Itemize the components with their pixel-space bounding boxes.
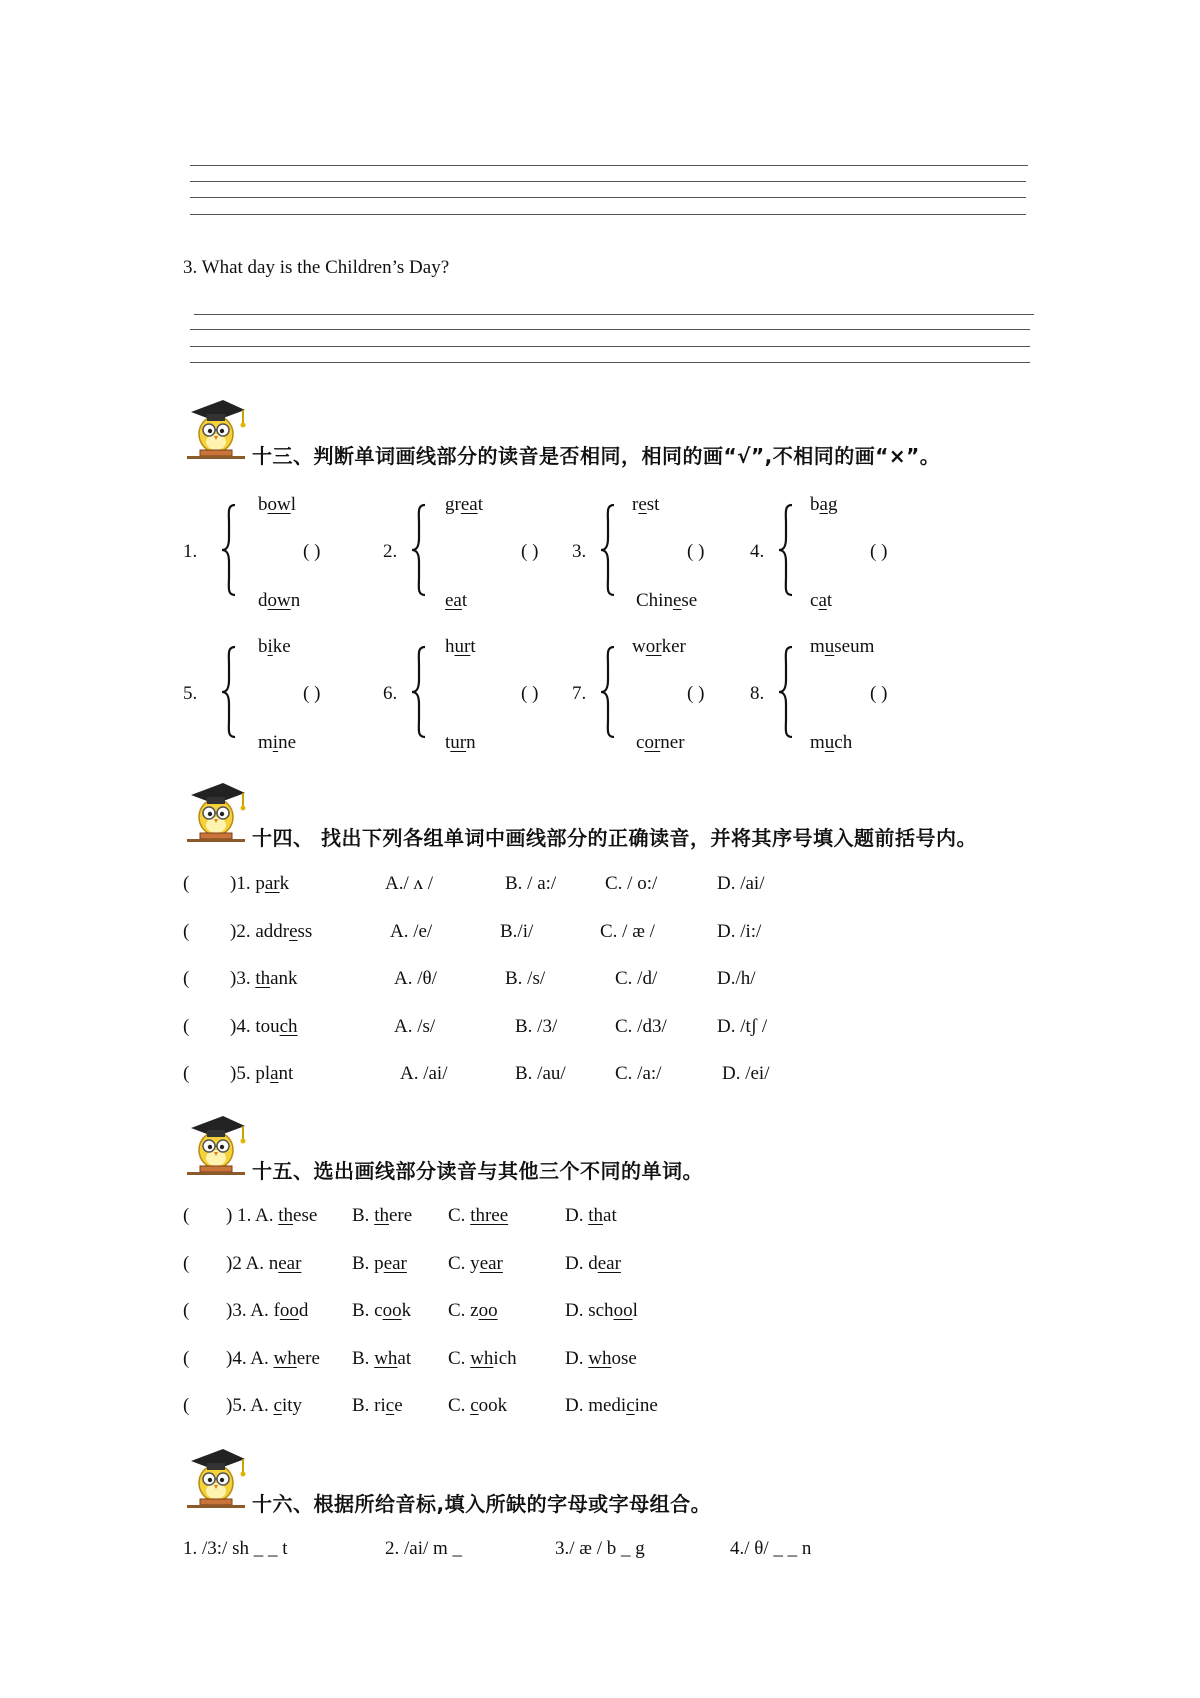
word-part: w bbox=[632, 636, 646, 657]
underlined-letters: ar bbox=[264, 873, 280, 894]
option-d bbox=[565, 1252, 621, 1276]
answer-parentheses: ( ) bbox=[521, 683, 539, 704]
top-word bbox=[258, 635, 291, 659]
underlined-letters: th bbox=[374, 1205, 389, 1226]
word-part: ner bbox=[660, 732, 685, 753]
section-13-title: 十三、判断单词画线部分的读音是否相同，相同的画“√”,不相同的画“×”。 bbox=[252, 444, 941, 468]
owl-scholar-icon bbox=[183, 1443, 249, 1509]
word-part: ch bbox=[834, 732, 853, 753]
underlined-letters: c bbox=[385, 1395, 395, 1416]
word-part: ine bbox=[634, 1395, 658, 1416]
underlined-letters: ea bbox=[460, 494, 478, 515]
answer-parentheses: ( ) bbox=[303, 541, 321, 562]
word-part: n bbox=[290, 590, 301, 611]
top-word bbox=[810, 635, 874, 659]
bottom-word bbox=[636, 589, 697, 613]
option-c bbox=[448, 1394, 507, 1418]
underlined-letters: a bbox=[819, 494, 828, 515]
word-part: ere bbox=[296, 1347, 320, 1369]
underlined-letters: a bbox=[270, 1063, 279, 1084]
word-part: )3. A. f bbox=[226, 1300, 280, 1321]
option-b bbox=[352, 1204, 412, 1228]
underlined-letters: th bbox=[255, 968, 271, 989]
question-3-text: 3. What day is the Children’s Day? bbox=[183, 257, 450, 278]
underlined-letters: oo bbox=[279, 1300, 299, 1321]
section-14-title: 十四、 找出下列各组单词中画线部分的正确读音，并将其序号填入题前括号内。 bbox=[252, 826, 977, 850]
word-part: ke bbox=[272, 636, 291, 657]
word-part: d bbox=[258, 590, 268, 611]
underlined-letters: ear bbox=[479, 1252, 503, 1274]
curly-brace-icon bbox=[219, 503, 239, 597]
word-part: )4. tou bbox=[230, 1015, 280, 1037]
underlined-letters: ur bbox=[454, 636, 471, 657]
underlined-letters: th bbox=[588, 1205, 604, 1226]
word-part: ose bbox=[611, 1347, 637, 1369]
bottom-word bbox=[258, 589, 300, 613]
fill-in-item: 3./ æ / b _ g bbox=[555, 1538, 645, 1559]
word-part: Chin bbox=[636, 590, 673, 611]
word-part: D. bbox=[565, 1347, 589, 1369]
underlined-letters: oo bbox=[478, 1300, 498, 1321]
word-part: C. z bbox=[448, 1300, 479, 1321]
word-part: n bbox=[466, 732, 476, 753]
top-word bbox=[810, 493, 837, 517]
answer-paren-open: ( bbox=[183, 1300, 190, 1321]
option-c: C. / o:/ bbox=[605, 873, 658, 894]
word-part: ne bbox=[278, 732, 296, 753]
word-part: ese bbox=[293, 1205, 318, 1226]
underlined-letters: i bbox=[272, 732, 279, 753]
answer-paren-open: ( bbox=[183, 968, 190, 989]
word-part: b bbox=[258, 636, 268, 657]
underlined-letters: wh bbox=[273, 1347, 297, 1369]
option-b: B. /au/ bbox=[515, 1063, 566, 1084]
answer-paren-open: ( bbox=[183, 1063, 190, 1084]
option-a bbox=[226, 1204, 317, 1228]
word-part: ere bbox=[388, 1205, 413, 1226]
curly-brace-icon bbox=[598, 645, 618, 739]
fill-in-item: 4./ θ/ _ _ n bbox=[730, 1538, 812, 1559]
option-a: A. /ai/ bbox=[400, 1063, 448, 1084]
option-c bbox=[448, 1252, 503, 1276]
word-part: se bbox=[681, 590, 698, 611]
word-part: t bbox=[826, 590, 833, 611]
answer-parentheses: ( ) bbox=[521, 541, 539, 562]
underlined-letters: e bbox=[672, 590, 682, 611]
word-part: ker bbox=[661, 636, 686, 657]
option-c: C. /d/ bbox=[615, 968, 658, 989]
word-part: C. bbox=[448, 1205, 471, 1226]
word-part: b bbox=[810, 494, 820, 515]
option-c: C. / æ / bbox=[600, 920, 655, 942]
word-part: t bbox=[461, 590, 468, 611]
item-number: 1. bbox=[183, 541, 198, 562]
underlined-letters: e bbox=[638, 494, 647, 515]
word-part: g bbox=[827, 494, 838, 515]
option-b bbox=[352, 1252, 407, 1276]
top-word bbox=[445, 493, 483, 517]
option-a: A. /θ/ bbox=[394, 968, 437, 989]
bottom-word bbox=[810, 589, 832, 613]
underlined-letters: ow bbox=[267, 590, 291, 611]
underlined-letters: ear bbox=[278, 1252, 302, 1274]
underlined-letters: or bbox=[644, 732, 661, 753]
top-word bbox=[632, 635, 686, 659]
word-part: B. p bbox=[352, 1252, 384, 1274]
underlined-letters: three bbox=[470, 1205, 509, 1226]
option-b: B./i/ bbox=[500, 920, 534, 942]
answer-paren-open: ( bbox=[183, 1252, 190, 1274]
top-word bbox=[632, 493, 659, 517]
option-a bbox=[226, 1347, 320, 1371]
option-b bbox=[352, 1299, 411, 1323]
answer-parentheses: ( ) bbox=[687, 541, 705, 562]
underlined-letters: or bbox=[645, 636, 662, 657]
word-part: ank bbox=[270, 968, 298, 989]
question-word bbox=[230, 967, 298, 991]
underlined-letters: wh bbox=[470, 1347, 494, 1369]
underlined-letters: th bbox=[278, 1205, 294, 1226]
word-part: )5. A. bbox=[226, 1395, 274, 1416]
option-d bbox=[565, 1347, 637, 1371]
option-a: A./ ʌ / bbox=[385, 873, 434, 894]
word-part: t bbox=[477, 494, 483, 515]
underlined-letters: c bbox=[470, 1395, 479, 1416]
section-16-title: 十六、根据所给音标,填入所缺的字母或字母组合。 bbox=[252, 1492, 712, 1516]
underlined-letters: ur bbox=[450, 732, 467, 753]
word-part: b bbox=[258, 494, 268, 515]
option-d: D. /tʃ / bbox=[717, 1015, 768, 1037]
underlined-letters: i bbox=[267, 636, 273, 657]
bottom-word bbox=[445, 589, 467, 613]
word-part: m bbox=[810, 636, 825, 657]
word-part: h bbox=[445, 636, 455, 657]
curly-brace-icon bbox=[409, 503, 429, 597]
owl-scholar-icon bbox=[183, 1110, 249, 1176]
word-part: )4. A. bbox=[226, 1347, 274, 1369]
curly-brace-icon bbox=[598, 503, 618, 597]
top-word bbox=[445, 635, 476, 659]
answer-paren-open: ( bbox=[183, 920, 190, 942]
word-part: ich bbox=[493, 1347, 517, 1369]
curly-brace-icon bbox=[219, 645, 239, 739]
option-c: C. /d3/ bbox=[615, 1015, 667, 1037]
word-part: r bbox=[632, 494, 639, 515]
item-number: 8. bbox=[750, 683, 765, 704]
word-part: ity bbox=[281, 1395, 302, 1416]
option-b: B. / a:/ bbox=[505, 873, 557, 894]
curly-brace-icon bbox=[776, 503, 796, 597]
underlined-letters: a bbox=[818, 590, 827, 611]
option-b: B. /s/ bbox=[505, 968, 546, 989]
word-part: l bbox=[290, 494, 297, 515]
underlined-letters: c bbox=[273, 1395, 282, 1416]
fill-in-item: 2. /ai/ m _ bbox=[385, 1538, 463, 1559]
word-part: k bbox=[401, 1300, 412, 1321]
answer-parentheses: ( ) bbox=[870, 683, 888, 704]
word-part: at bbox=[397, 1347, 412, 1369]
word-part: D. medi bbox=[565, 1395, 627, 1416]
owl-scholar-icon bbox=[183, 777, 249, 843]
underlined-letters: u bbox=[824, 732, 835, 753]
word-part: t bbox=[470, 636, 476, 657]
word-part: D. d bbox=[565, 1252, 598, 1274]
word-part: c bbox=[810, 590, 819, 611]
option-d: D. /ei/ bbox=[722, 1063, 770, 1084]
word-part: C. bbox=[448, 1347, 471, 1369]
underlined-letters: wh bbox=[374, 1347, 398, 1369]
bottom-word bbox=[810, 731, 852, 755]
answer-paren-open: ( bbox=[183, 1395, 190, 1416]
option-c bbox=[448, 1204, 508, 1228]
word-part: )3. bbox=[230, 968, 256, 989]
owl-scholar-icon bbox=[183, 394, 249, 460]
section-15-title: 十五、选出画线部分读音与其他三个不同的单词。 bbox=[252, 1159, 703, 1183]
word-part: C. y bbox=[448, 1252, 480, 1274]
fill-in-item: 1. /3:/ sh _ _ t bbox=[183, 1538, 288, 1559]
underlined-letters: oo bbox=[613, 1300, 633, 1321]
word-part: ) 1. A. bbox=[226, 1205, 279, 1226]
option-a: A. /e/ bbox=[390, 920, 433, 942]
underlined-letters: ch bbox=[279, 1015, 298, 1037]
question-word bbox=[230, 1015, 298, 1039]
option-a bbox=[226, 1394, 302, 1418]
answer-parentheses: ( ) bbox=[870, 541, 888, 562]
question-word bbox=[230, 872, 289, 896]
word-part: m bbox=[258, 732, 273, 753]
word-part: ook bbox=[478, 1395, 508, 1416]
word-part: k bbox=[279, 873, 290, 894]
answer-parentheses: ( ) bbox=[303, 683, 321, 704]
question-word bbox=[230, 1062, 293, 1086]
word-part: e bbox=[394, 1395, 403, 1416]
underlined-letters: oo bbox=[382, 1300, 402, 1321]
underlined-letters: wh bbox=[588, 1347, 612, 1369]
option-b: B. /3/ bbox=[515, 1015, 558, 1037]
option-d bbox=[565, 1394, 658, 1418]
underlined-letters: ea bbox=[445, 590, 462, 611]
answer-paren-open: ( bbox=[183, 1015, 190, 1037]
option-d: D. /ai/ bbox=[717, 873, 765, 894]
word-part: l bbox=[632, 1300, 638, 1321]
word-part: D. bbox=[565, 1205, 589, 1226]
item-number: 3. bbox=[572, 541, 587, 562]
word-part: D. sch bbox=[565, 1300, 614, 1321]
underlined-letters: ear bbox=[383, 1252, 407, 1274]
answer-parentheses: ( ) bbox=[687, 683, 705, 704]
item-number: 4. bbox=[750, 541, 765, 562]
option-c bbox=[448, 1299, 498, 1323]
question-word bbox=[230, 920, 312, 944]
option-d: D. /i:/ bbox=[717, 920, 762, 942]
word-part: t bbox=[445, 732, 451, 753]
option-c bbox=[448, 1347, 517, 1371]
option-d bbox=[565, 1204, 617, 1228]
word-part: B. ri bbox=[352, 1395, 386, 1416]
answer-paren-open: ( bbox=[183, 1347, 190, 1369]
bottom-word bbox=[258, 731, 296, 755]
word-part: st bbox=[646, 494, 660, 515]
word-part: )5. pl bbox=[230, 1063, 271, 1084]
word-part: at bbox=[603, 1205, 617, 1226]
word-part: d bbox=[298, 1300, 309, 1321]
word-part: nt bbox=[278, 1063, 294, 1084]
option-a bbox=[226, 1299, 308, 1323]
word-part: m bbox=[810, 732, 825, 753]
word-part: c bbox=[636, 732, 645, 753]
option-b bbox=[352, 1394, 403, 1418]
option-a: A. /s/ bbox=[394, 1015, 436, 1037]
option-c: C. /a:/ bbox=[615, 1063, 662, 1084]
underlined-letters: e bbox=[289, 920, 298, 942]
word-part: seum bbox=[834, 636, 875, 657]
item-number: 6. bbox=[383, 683, 398, 704]
underlined-letters: u bbox=[824, 636, 835, 657]
bottom-word bbox=[445, 731, 476, 755]
option-d: D./h/ bbox=[717, 968, 756, 989]
underlined-letters: ow bbox=[267, 494, 291, 515]
underlined-letters: ear bbox=[597, 1252, 621, 1274]
word-part: B. bbox=[352, 1347, 375, 1369]
bottom-word bbox=[636, 731, 685, 755]
option-b bbox=[352, 1347, 411, 1371]
answer-paren-open: ( bbox=[183, 873, 190, 894]
word-part: B. bbox=[352, 1205, 375, 1226]
option-d bbox=[565, 1299, 638, 1323]
word-part: )1. p bbox=[230, 873, 265, 894]
item-number: 2. bbox=[383, 541, 398, 562]
top-word bbox=[258, 493, 296, 517]
word-part: ss bbox=[297, 920, 313, 942]
item-number: 5. bbox=[183, 683, 198, 704]
word-part: B. c bbox=[352, 1300, 383, 1321]
curly-brace-icon bbox=[409, 645, 429, 739]
item-number: 7. bbox=[572, 683, 587, 704]
answer-paren-open: ( bbox=[183, 1205, 190, 1226]
word-part: gr bbox=[445, 494, 461, 515]
option-a bbox=[226, 1252, 301, 1276]
curly-brace-icon bbox=[776, 645, 796, 739]
underlined-letters: c bbox=[626, 1395, 635, 1416]
word-part: C. bbox=[448, 1395, 471, 1416]
word-part: )2. addr bbox=[230, 920, 290, 942]
word-part: )2 A. n bbox=[226, 1252, 279, 1274]
